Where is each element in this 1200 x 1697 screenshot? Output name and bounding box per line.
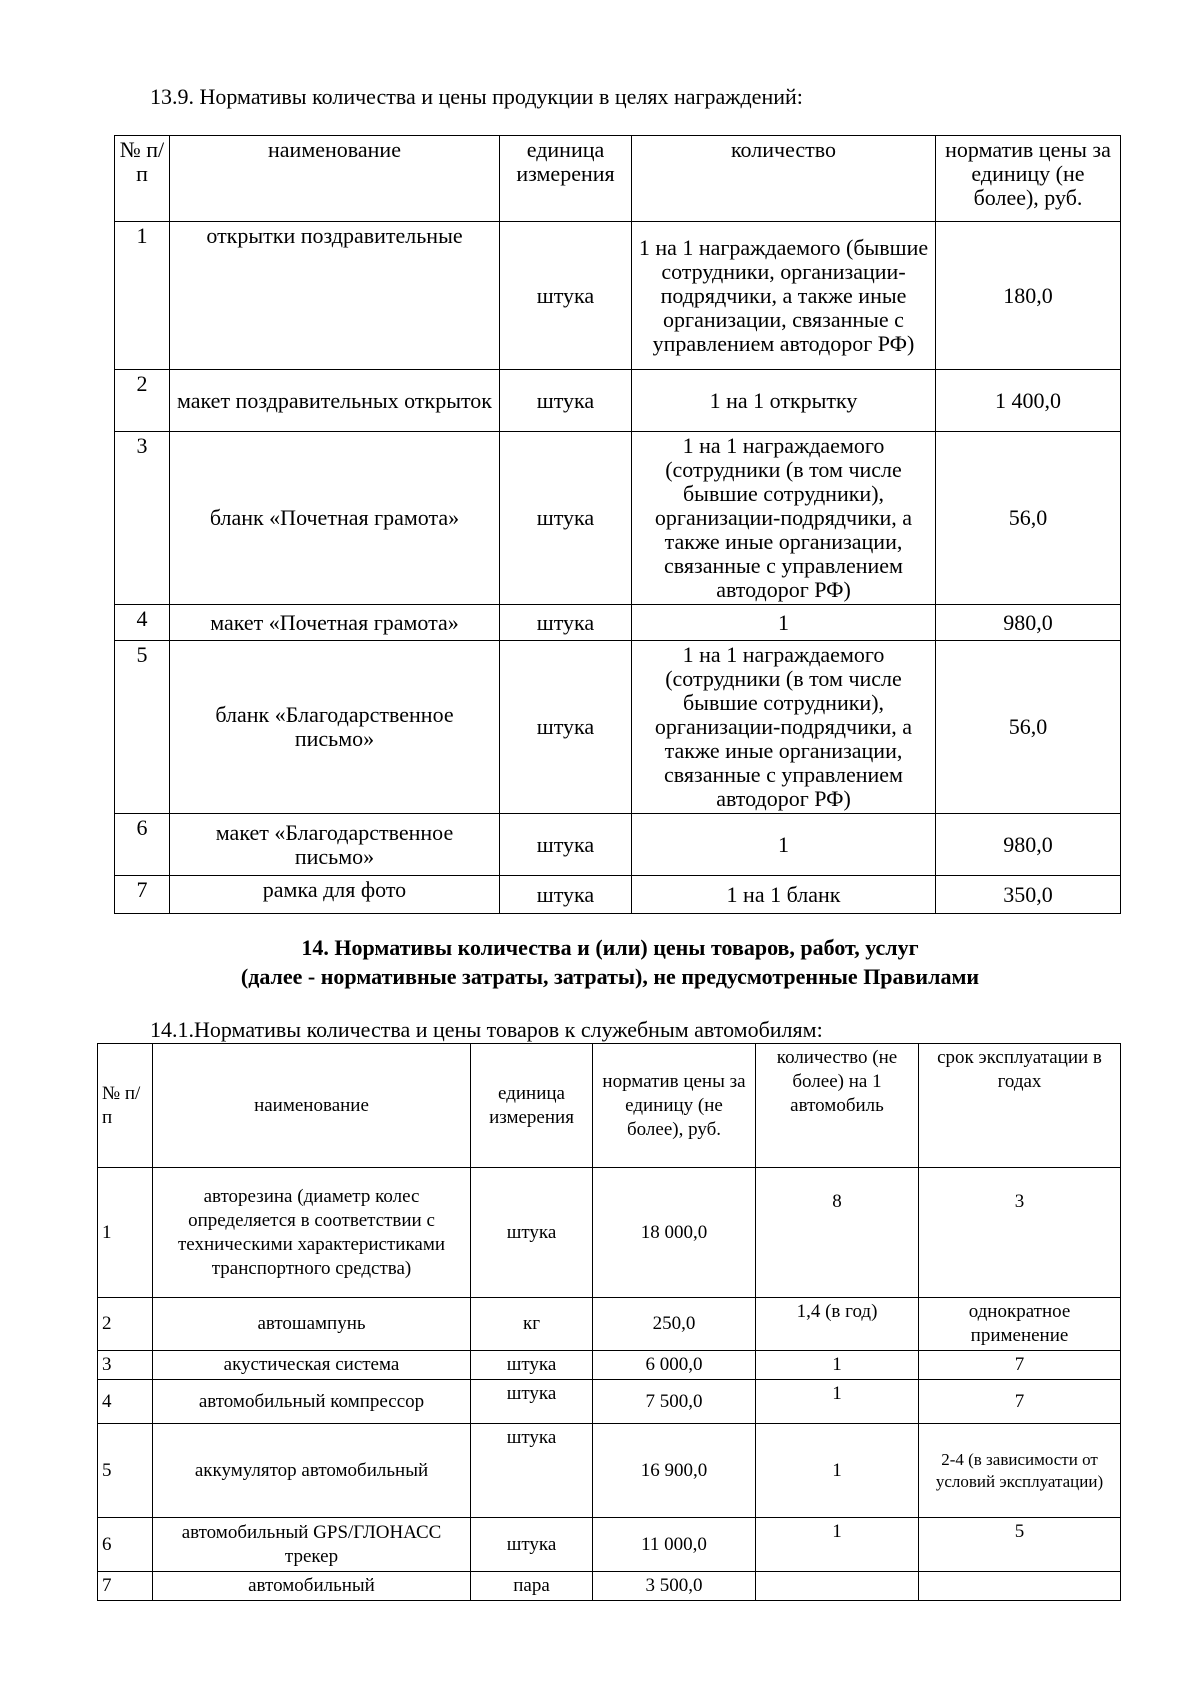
row-price: 180,0 (936, 222, 1121, 370)
row-quantity: 1 (756, 1424, 919, 1518)
table-row (115, 605, 1121, 641)
section-14-heading-line-2: (далее - нормативные затраты, затраты), не предусмотренные Правилами (240, 964, 980, 989)
row-name: аккумулятор автомобильный (153, 1424, 471, 1518)
row-price: 56,0 (936, 641, 1121, 814)
table-row (115, 370, 1121, 432)
col-header-price: норматив цены за единицу (не более), руб. (936, 136, 1121, 222)
row-number: 6 (98, 1518, 153, 1572)
row-price: 18 000,0 (593, 1168, 756, 1298)
row-unit: штука (500, 432, 632, 605)
row-number: 6 (115, 814, 170, 876)
row-unit: штука (471, 1518, 593, 1572)
row-unit: штука (471, 1168, 593, 1298)
table-row (98, 1380, 1121, 1424)
row-quantity: 1 на 1 награждаемого (сотрудники (в том числе бывшие сотрудники), организации-подрядчики, а также иные организации, связанные с управлением автодорог РФ) (632, 432, 936, 605)
row-term: 7 (919, 1351, 1121, 1380)
row-number: 7 (98, 1572, 153, 1601)
table-row (115, 876, 1121, 914)
row-name: макет «Почетная грамота» (170, 605, 500, 641)
row-price: 1 400,0 (936, 370, 1121, 432)
table-header-row (98, 1044, 1121, 1168)
col-header-term: срок эксплуатации в годах (919, 1044, 1121, 1168)
row-unit: штука (500, 814, 632, 876)
row-price: 7 500,0 (593, 1380, 756, 1424)
vehicle-goods-norms-table (97, 1043, 1121, 1601)
row-unit: кг (471, 1298, 593, 1351)
row-name: бланк «Благодарственное письмо» (170, 641, 500, 814)
row-unit: пара (471, 1572, 593, 1601)
col-header-name: наименование (170, 136, 500, 222)
table-row (98, 1168, 1121, 1298)
row-unit: штука (471, 1351, 593, 1380)
row-quantity: 8 (756, 1168, 919, 1298)
row-term: 7 (919, 1380, 1121, 1424)
row-unit: штука (471, 1380, 593, 1424)
row-name: открытки поздравительные (170, 222, 500, 370)
row-quantity: 1 (756, 1380, 919, 1424)
row-term (919, 1572, 1121, 1601)
row-quantity: 1 на 1 награждаемого (бывшие сотрудники, организации-подрядчики, а также иные организации, связанные с управлением автодорог РФ) (632, 222, 936, 370)
row-price: 980,0 (936, 814, 1121, 876)
table-row (98, 1298, 1121, 1351)
row-number: 2 (98, 1298, 153, 1351)
row-number: 3 (115, 432, 170, 605)
row-number: 1 (115, 222, 170, 370)
row-term: однократное применение (919, 1298, 1121, 1351)
col-header-quantity: количество (не более) на 1 автомобиль (756, 1044, 919, 1168)
row-quantity: 1 на 1 бланк (632, 876, 936, 914)
row-name: автомобильный GPS/ГЛОНАСС трекер (153, 1518, 471, 1572)
row-quantity: 1 (756, 1518, 919, 1572)
col-header-unit: единица измерения (471, 1044, 593, 1168)
row-quantity: 1 (632, 814, 936, 876)
table-row (115, 222, 1121, 370)
awards-norms-table (114, 135, 1121, 914)
row-number: 5 (98, 1424, 153, 1518)
table-row (115, 641, 1121, 814)
col-header-quantity: количество (632, 136, 936, 222)
row-unit: штука (500, 876, 632, 914)
table-row (98, 1351, 1121, 1380)
row-name: авторезина (диаметр колес определяется в соответствии с техническими характеристиками транспортного средства) (153, 1168, 471, 1298)
section-14-heading-line-1: 14. Нормативы количества и (или) цены товаров, работ, услуг (301, 935, 919, 960)
row-unit: штука (471, 1424, 593, 1518)
row-name: автомобильный компрессор (153, 1380, 471, 1424)
row-number: 2 (115, 370, 170, 432)
row-number: 3 (98, 1351, 153, 1380)
row-quantity: 1 на 1 открытку (632, 370, 936, 432)
row-price: 56,0 (936, 432, 1121, 605)
row-name: бланк «Почетная грамота» (170, 432, 500, 605)
row-quantity: 1,4 (в год) (756, 1298, 919, 1351)
row-price: 6 000,0 (593, 1351, 756, 1380)
table-row (115, 814, 1121, 876)
row-name: макет поздравительных открыток (170, 370, 500, 432)
table-header-row (115, 136, 1121, 222)
row-quantity (756, 1572, 919, 1601)
col-header-number: № п/п (115, 136, 170, 222)
row-price: 980,0 (936, 605, 1121, 641)
section-13-9-caption: 13.9. Нормативы количества и цены продукции в целях награждений: (150, 84, 803, 109)
row-quantity: 1 на 1 награждаемого (сотрудники (в том числе бывшие сотрудники), организации-подрядчики, а также иные организации, связанные с управлением автодорог РФ) (632, 641, 936, 814)
row-unit: штука (500, 605, 632, 641)
row-number: 4 (98, 1380, 153, 1424)
row-unit: штука (500, 641, 632, 814)
row-unit: штука (500, 370, 632, 432)
col-header-number: № п/п (98, 1044, 153, 1168)
table-row (115, 432, 1121, 605)
section-14-1-caption: 14.1.Нормативы количества и цены товаров к служебным автомобилям: (150, 1017, 823, 1042)
row-name: автомобильный (153, 1572, 471, 1601)
row-number: 7 (115, 876, 170, 914)
row-price: 250,0 (593, 1298, 756, 1351)
section-14-heading (90, 933, 1130, 991)
table-row (98, 1518, 1121, 1572)
row-term: 3 (919, 1168, 1121, 1298)
row-term: 5 (919, 1518, 1121, 1572)
col-header-name: наименование (153, 1044, 471, 1168)
row-quantity: 1 (632, 605, 936, 641)
row-term: 2-4 (в зависимости от условий эксплуатации) (919, 1424, 1121, 1518)
table-row (98, 1424, 1121, 1518)
row-price: 11 000,0 (593, 1518, 756, 1572)
row-quantity: 1 (756, 1351, 919, 1380)
row-name: рамка для фото (170, 876, 500, 914)
row-price: 3 500,0 (593, 1572, 756, 1601)
row-unit: штука (500, 222, 632, 370)
row-price: 350,0 (936, 876, 1121, 914)
table-row (98, 1572, 1121, 1601)
row-name: макет «Благодарственное письмо» (170, 814, 500, 876)
row-number: 1 (98, 1168, 153, 1298)
row-name: автошампунь (153, 1298, 471, 1351)
col-header-unit: единица измерения (500, 136, 632, 222)
row-price: 16 900,0 (593, 1424, 756, 1518)
row-number: 5 (115, 641, 170, 814)
col-header-price: норматив цены за единицу (не более), руб. (593, 1044, 756, 1168)
row-name: акустическая система (153, 1351, 471, 1380)
row-number: 4 (115, 605, 170, 641)
